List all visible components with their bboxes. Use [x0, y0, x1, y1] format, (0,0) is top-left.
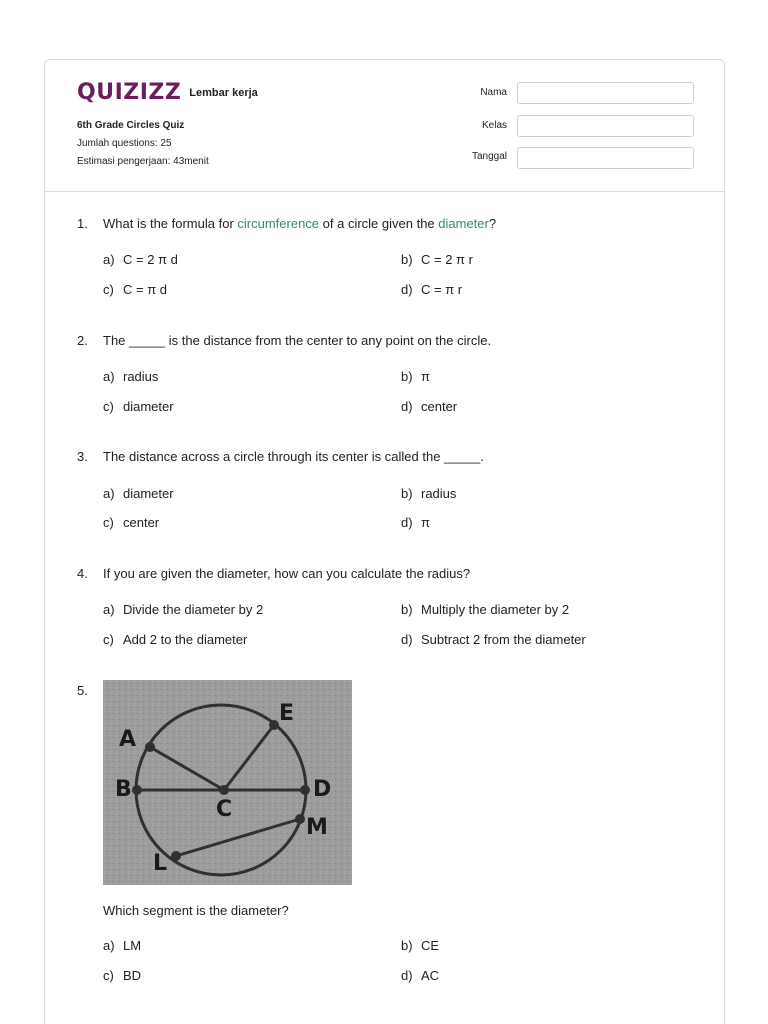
name-label: Nama [480, 87, 507, 98]
question-number: 2. [77, 333, 88, 348]
highlight-term: circumference [237, 216, 320, 231]
option-b[interactable]: b) π [401, 369, 430, 384]
quizizz-logo: QUIZIZZ [77, 80, 182, 105]
label-a: A [119, 727, 137, 752]
label-e: E [279, 701, 295, 726]
option-b[interactable]: b) Multiply the diameter by 2 [401, 602, 570, 617]
point-c [219, 785, 229, 795]
label-b: B [115, 777, 132, 802]
label-m: M [306, 815, 328, 840]
point-e [269, 720, 279, 730]
option-c[interactable]: c) diameter [103, 399, 174, 414]
name-field[interactable] [517, 82, 694, 104]
question-text: If you are given the diameter, how can you calculate the radius? [103, 566, 471, 581]
option-b[interactable]: b) CE [401, 938, 440, 953]
estimated-time: Estimasi pengerjaan: 43menit [77, 156, 209, 167]
option-b[interactable]: b) C = 2 π r [401, 252, 473, 267]
option-c[interactable]: c) BD [103, 968, 142, 983]
option-a[interactable]: a) Divide the diameter by 2 [103, 602, 264, 617]
label-c: C [216, 797, 233, 822]
circle-diagram [103, 680, 352, 885]
worksheet-header [45, 60, 724, 192]
point-d [300, 785, 310, 795]
option-b[interactable]: b) radius [401, 486, 457, 501]
option-d[interactable]: d) Subtract 2 from the diameter [401, 632, 586, 647]
option-d[interactable]: d) π [401, 515, 430, 530]
question-number: 1. [77, 216, 88, 231]
label-d: D [313, 777, 332, 802]
date-field[interactable] [517, 147, 694, 169]
question-number: 5. [77, 683, 88, 698]
question-number: 4. [77, 566, 88, 581]
option-c[interactable]: c) Add 2 to the diameter [103, 632, 248, 647]
point-a [145, 742, 155, 752]
question-text: The distance across a circle through its center is called the _____. [103, 449, 484, 464]
date-label: Tanggal [471, 151, 507, 162]
class-label: Kelas [481, 120, 507, 131]
label-l: L [153, 851, 168, 876]
class-field[interactable] [517, 115, 694, 137]
option-c[interactable]: c) C = π d [103, 282, 168, 297]
worksheet-sheet [44, 59, 725, 1024]
question-text: Which segment is the diameter? [103, 903, 289, 918]
question-number: 3. [77, 449, 88, 464]
option-d[interactable]: d) AC [401, 968, 440, 983]
option-a[interactable]: a) C = 2 π d [103, 252, 178, 267]
point-l [171, 851, 181, 861]
question-text: The _____ is the distance from the center to any point on the circle. [103, 333, 492, 348]
option-a[interactable]: a) radius [103, 369, 159, 384]
question-text: What is the formula for circumference of a circle given the diameter? [103, 216, 497, 231]
quiz-title: 6th Grade Circles Quiz [77, 120, 185, 131]
option-d[interactable]: d) C = π r [401, 282, 463, 297]
point-m [295, 814, 305, 824]
option-a[interactable]: a) LM [103, 938, 142, 953]
option-a[interactable]: a) diameter [103, 486, 174, 501]
questions-count: Jumlah questions: 25 [77, 138, 172, 149]
option-c[interactable]: c) center [103, 515, 160, 530]
worksheet-tag: Lembar kerja [189, 86, 258, 99]
option-d[interactable]: d) center [401, 399, 458, 414]
logo-row [77, 80, 258, 105]
point-b [132, 785, 142, 795]
highlight-term: diameter [438, 216, 489, 231]
